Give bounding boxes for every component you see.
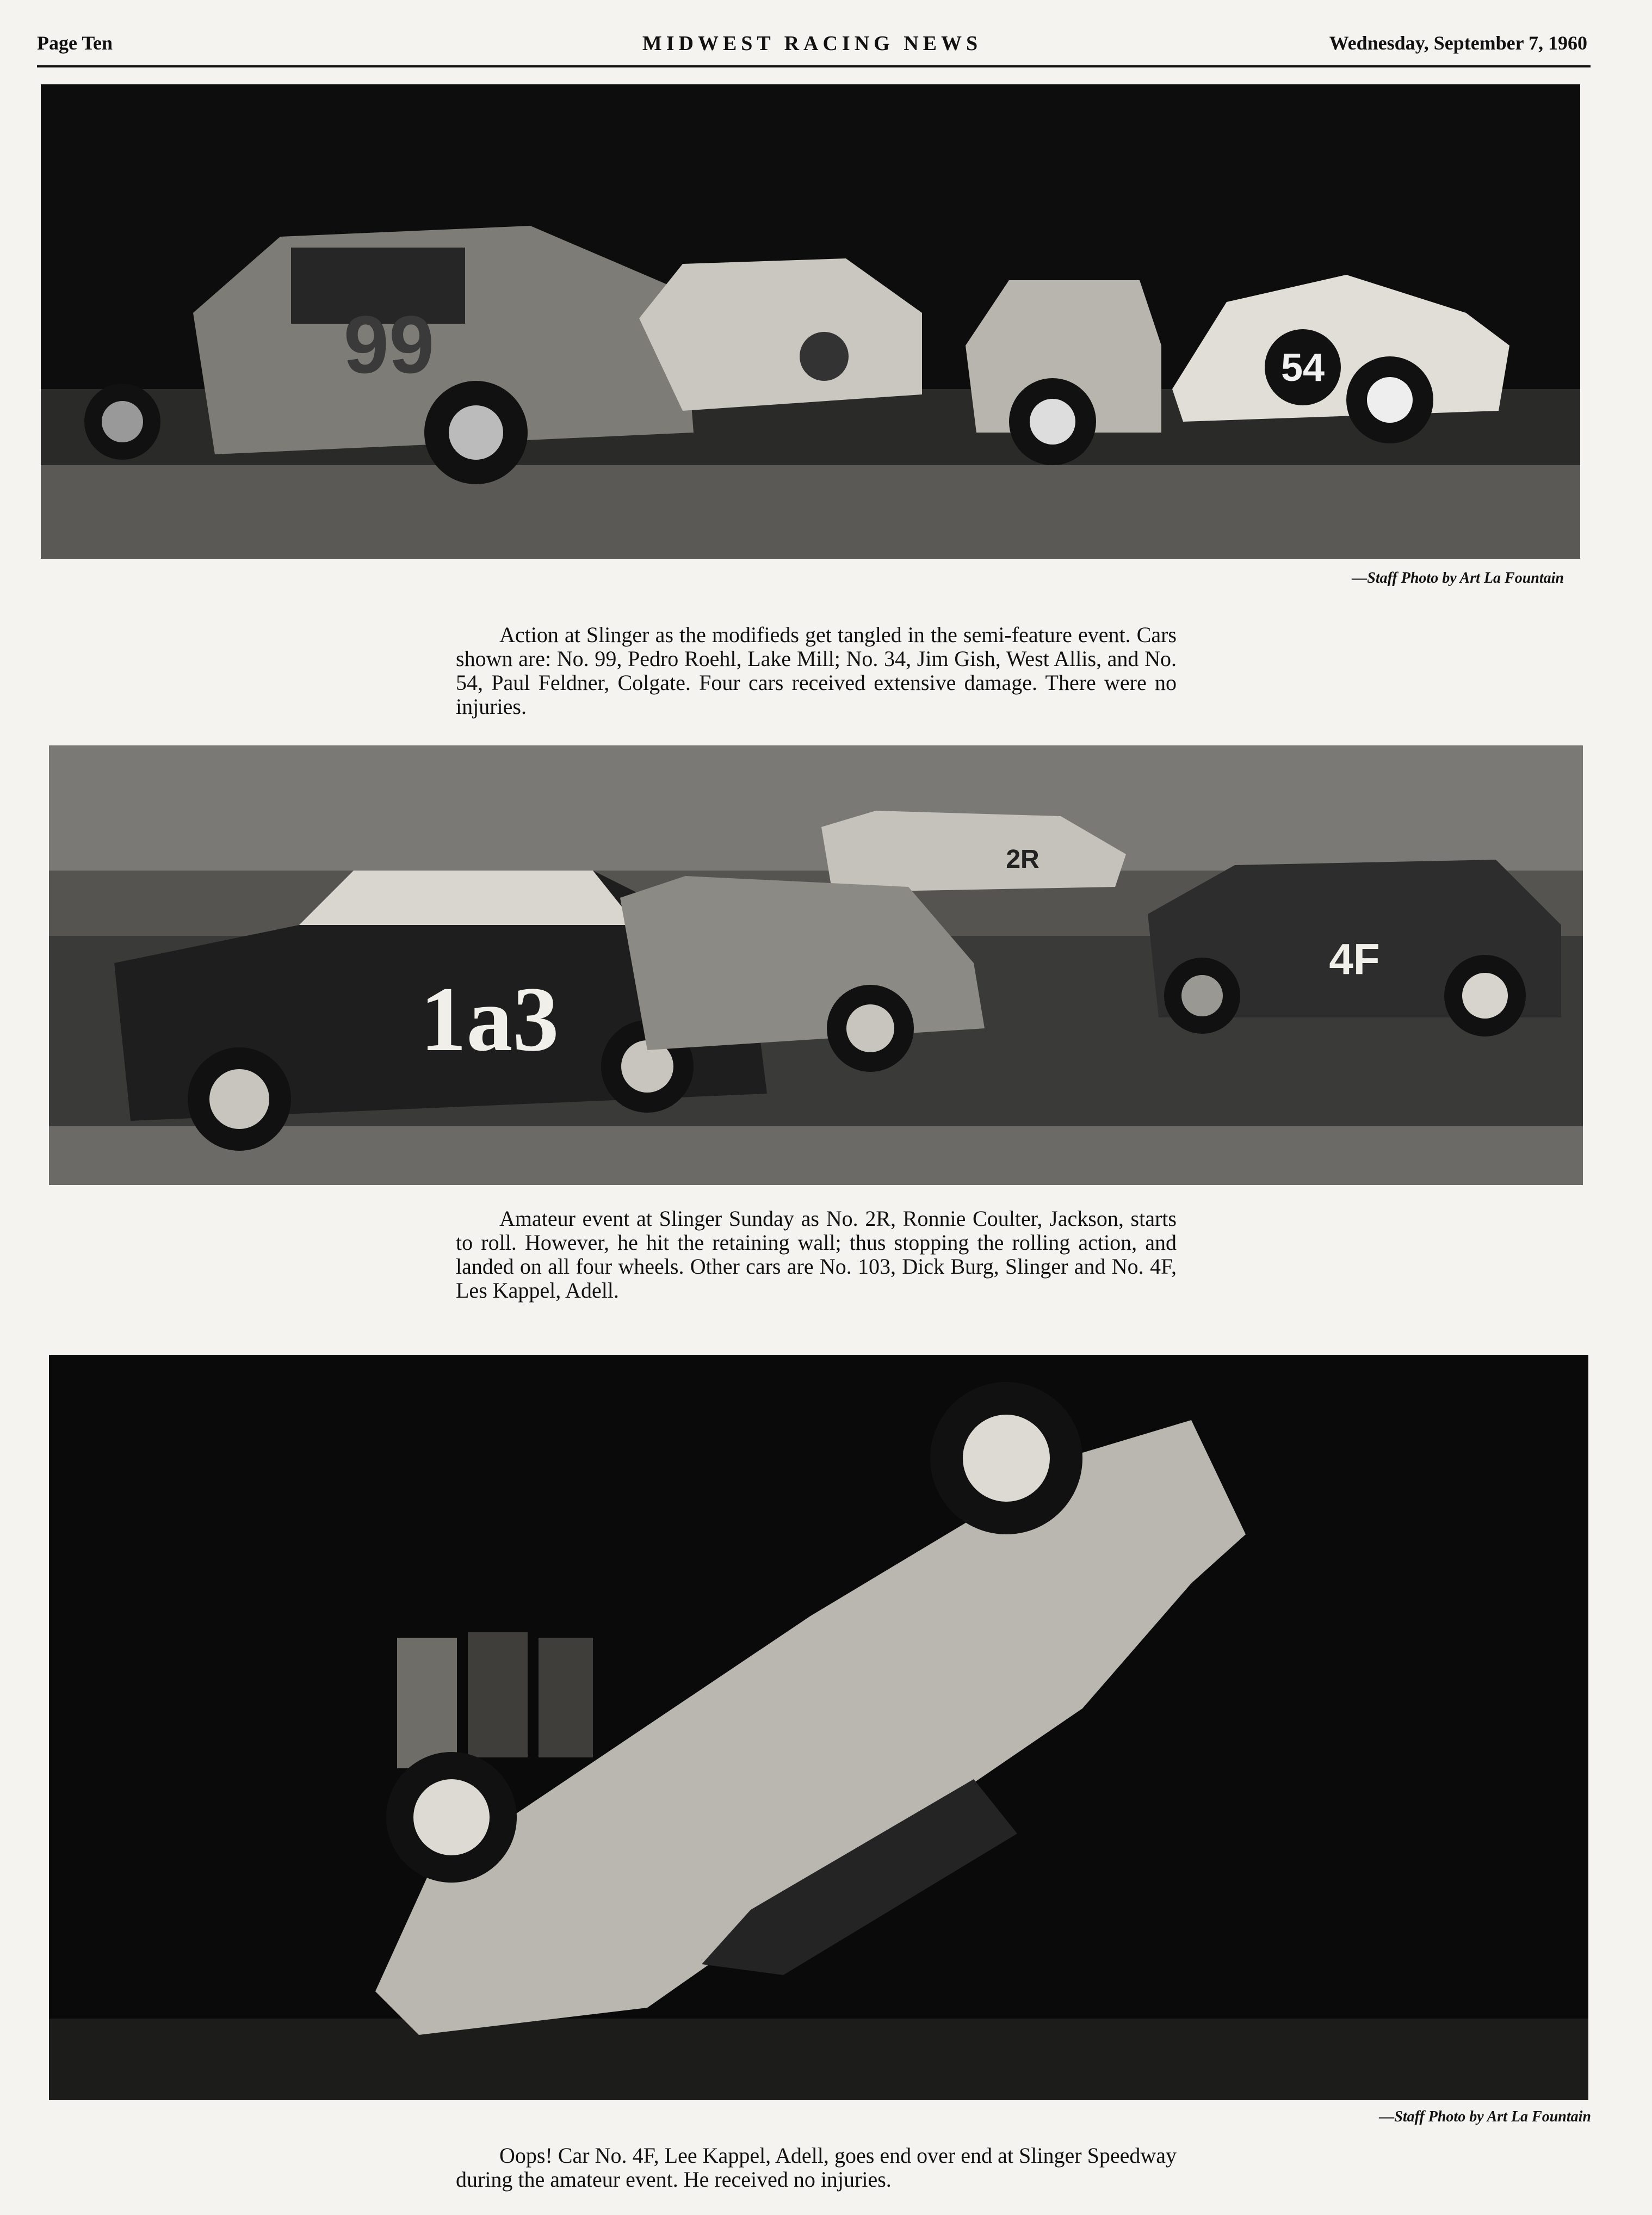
page-number: Page Ten bbox=[37, 32, 113, 54]
car-number-103: 1a3 bbox=[420, 968, 559, 1070]
page-header bbox=[37, 32, 1587, 64]
photo-caption: Amateur event at Slinger Sunday as No. 2R, Ronnie Coulter, Jackson, starts to roll. However, he hit the retaining wall; thus stopping the rolling action, and landed on all four wheels. Other cars are No. 103, Dick Burg, Slinger and No. 4F, Les Kappel, Adell. bbox=[456, 1206, 1177, 1303]
photo-amateur-event bbox=[49, 745, 1583, 1185]
photo-credit: —Staff Photo by Art La Fountain bbox=[1352, 570, 1564, 587]
photo-credit: —Staff Photo by Art La Fountain bbox=[1379, 2108, 1591, 2125]
header-rule bbox=[37, 65, 1591, 67]
car-number-2r: 2R bbox=[1006, 845, 1040, 874]
car-number-54: 54 bbox=[1280, 346, 1325, 390]
photo-caption: Action at Slinger as the modifieds get tangled in the semi-feature event. Cars shown are: No. 99, Pedro Roehl, Lake Mill; No. 34, Jim Gish, West Allis, and No. 54, Paul Feldner, Colgate. Four cars received extensive damage. There were no injuries. bbox=[456, 622, 1177, 719]
car-number-99: 99 bbox=[343, 299, 435, 390]
photo-car-flip bbox=[49, 1355, 1588, 2100]
car-number-4f: 4F bbox=[1329, 935, 1380, 983]
photo-caption: Oops! Car No. 4F, Lee Kappel, Adell, goes end over end at Slinger Speedway during the amateur event. He received no injuries. bbox=[456, 2143, 1177, 2192]
publication-title: MIDWEST RACING NEWS bbox=[642, 32, 982, 55]
photo-modifieds-crash bbox=[41, 84, 1580, 559]
publication-date: Wednesday, September 7, 1960 bbox=[1329, 32, 1587, 54]
